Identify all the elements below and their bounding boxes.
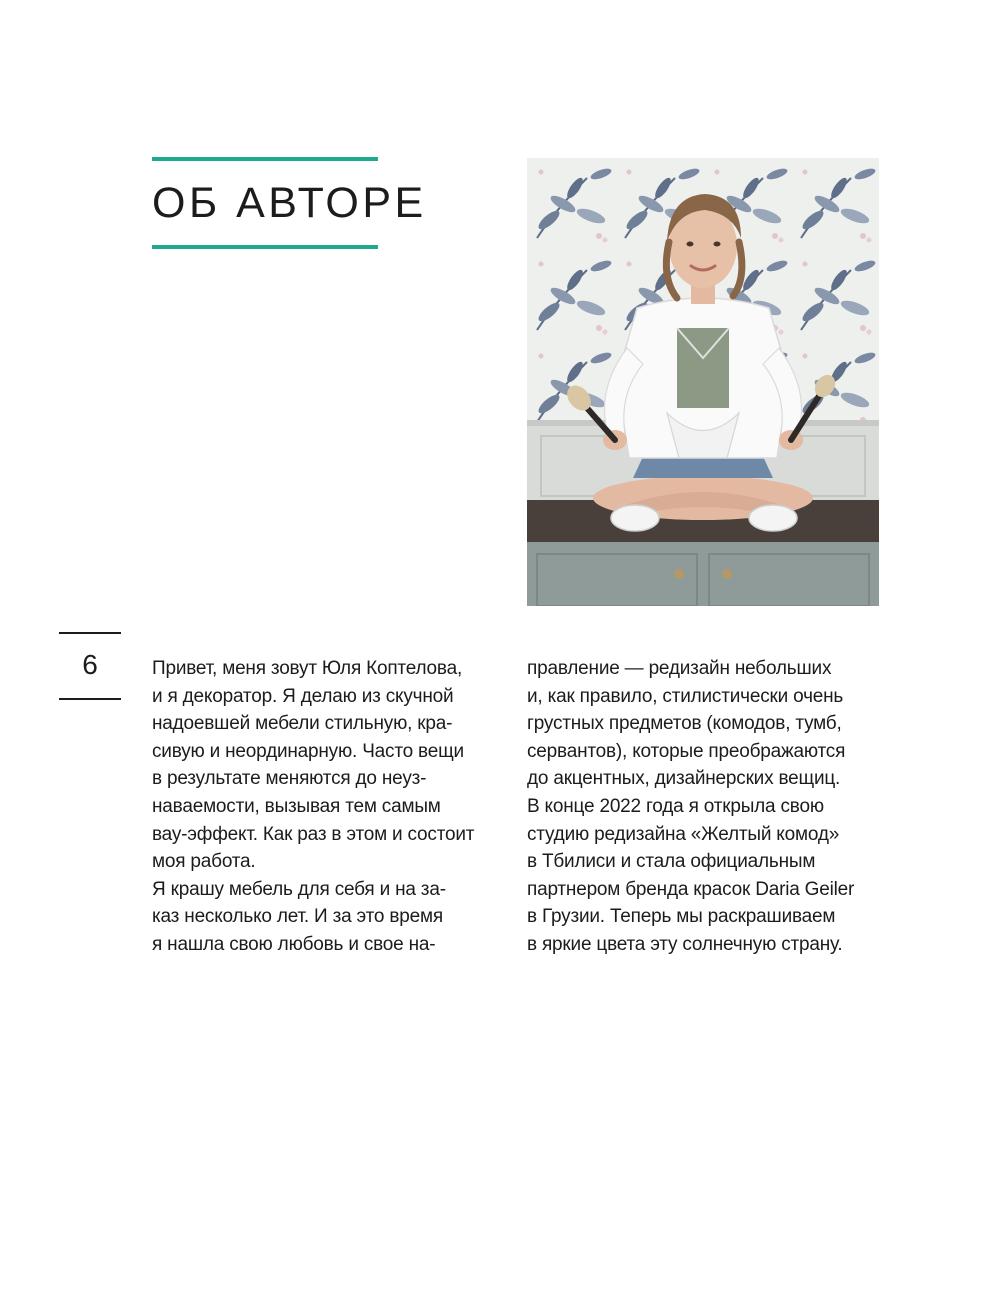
text-line: моя работа.: [152, 851, 256, 873]
text-line: вау-эффект. Как раз в этом и состоит: [152, 823, 475, 845]
text-line: грустных предметов (комодов, тумб,: [527, 713, 842, 735]
text-line: в Тбилиси и стала официальным: [527, 851, 816, 873]
text-line: наваемости, вызывая тем самым: [152, 795, 441, 817]
text-line: и, как правило, стилистически очень: [527, 685, 844, 707]
text-line: правление — редизайн небольших: [527, 658, 832, 679]
text-line: и я декоратор. Я делаю из скучной: [152, 685, 454, 707]
text-line: каз несколько лет. И за это время: [152, 906, 443, 928]
heading-rule-top: [152, 157, 378, 161]
page-number: 6: [82, 649, 98, 680]
text-line: я нашла свою любовь и свое на-: [152, 933, 436, 955]
text-line: надоевшей мебели стильную, кра-: [152, 713, 453, 735]
page-number-rule-bottom: [59, 698, 121, 700]
text-line: Привет, меня зовут Юля Коптелова,: [152, 658, 463, 679]
text-line: сервантов), которые преображаются: [527, 740, 846, 762]
author-photo: [527, 158, 879, 606]
section-title: ОБ АВТОРЕ: [152, 179, 427, 227]
heading-rule-bottom: [152, 245, 378, 249]
text-line: в Грузии. Теперь мы раскрашиваем: [527, 906, 836, 928]
text-line: до акцентных, дизайнерских вещиц.: [527, 768, 841, 790]
body-column-right: [527, 655, 897, 959]
text-line: в результате меняются до неуз-: [152, 768, 427, 790]
text-line: Я крашу мебель для себя и на за-: [152, 878, 446, 900]
page-number-rule-top: [59, 632, 121, 634]
body-column-left: [152, 655, 522, 959]
text-line: студию редизайна «Желтый комод»: [527, 823, 840, 845]
text-line: партнером бренда красок Daria Geiler: [527, 878, 855, 900]
text-line: сивую и неординарную. Часто вещи: [152, 740, 464, 762]
text-line: в яркие цвета эту солнечную страну.: [527, 933, 843, 955]
text-line: В конце 2022 года я открыла свою: [527, 795, 824, 817]
